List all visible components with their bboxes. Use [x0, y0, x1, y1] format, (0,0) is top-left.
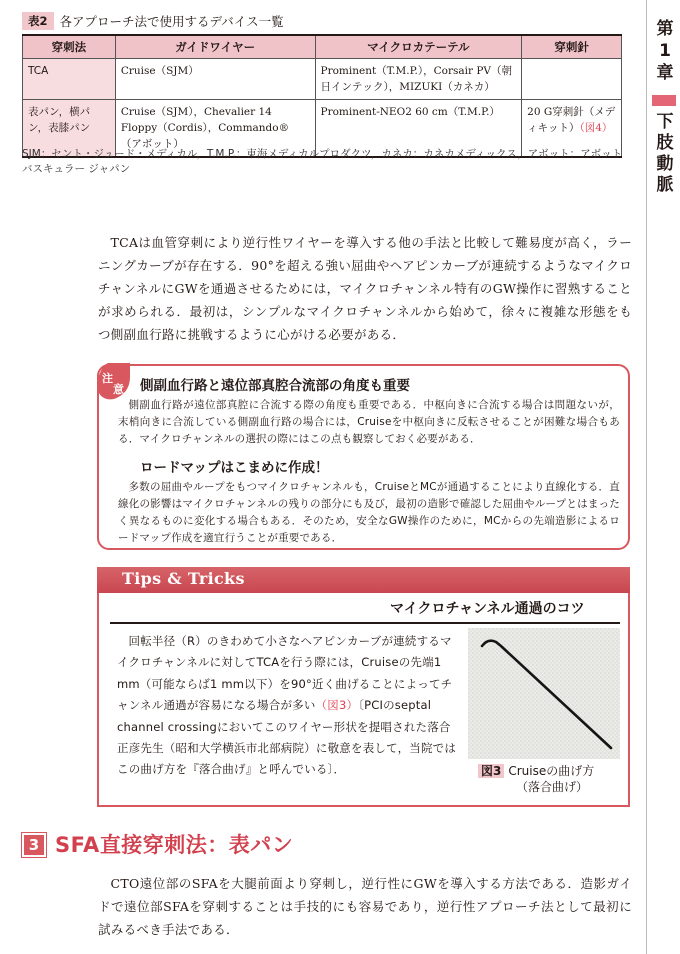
caution-badge-char1: 注	[102, 372, 113, 385]
figure-3-photo	[468, 628, 620, 759]
figure-3-caption-line2: （落合曲げ）	[516, 780, 589, 794]
section-number: 3	[22, 833, 46, 857]
cell-catheter: Prominent（T.M.P.），Corsair PV（朝日インテック），MIZUKI（カネカ）	[315, 58, 522, 99]
chapter-color-bar	[652, 95, 676, 106]
caution-badge-char2: 意	[113, 383, 124, 396]
chapter-divider	[646, 0, 647, 954]
chapter-tab	[646, 0, 680, 954]
tips-title-underline	[110, 622, 620, 624]
caution-text-2: 多数の屈曲やループをもつマイクロチャンネルも，CruiseとMCが通過することにより直線化する．直線化の影響はマイクロチャンネルの残りの部分にも及び，最初の造影で確認した屈曲やループとはまったく異なるものに変化する場合もある．そのため，安全なGW操作のために，MCからの先端造影によるロードマップ作成を適宜行うことが重要である．	[118, 481, 620, 544]
table-header-row	[23, 35, 622, 58]
header-catheter: マイクロカテーテル	[315, 35, 522, 58]
section-title: SFA直接穿刺法：表パン	[55, 833, 294, 857]
cell-catheter: Prominent-NEO2 60 cm（T.M.P.）	[315, 99, 522, 157]
figure-3-number: 図3	[478, 764, 504, 778]
tips-text	[117, 631, 459, 781]
caution-heading-2: ロードマップはこまめに作成！	[140, 460, 329, 476]
chapter-number: 第1章	[656, 19, 674, 83]
device-table	[22, 34, 622, 158]
caution-text-1: 側副血行路が遠位部真腔に合流する際の角度も重要である．中枢向きに合流する場合は問題ないが，末梢向きに合流している側副血行路の場合には，Cruiseを中枢向きに反転させることが困難な場合もある．マイクロチャンネルの選択の際にはこの点も観察しておく必要がある．	[118, 399, 620, 445]
tca-paragraph: TCAは血管穿刺により逆行性ワイヤーを導入する他の手法と比較して難易度が高く，ラーニングカーブが存在する．90°を超える強い屈曲やヘアピンカーブが連続するようなマイクロチャンネルにGWを通過させるためには，マイクロチャンネル特有のGW操作に習熟することが求められる．最初は，シンプルなマイクロチャンネルから始めて，徐々に複雑な形態をもつ側副血行路に挑戦するように心がける必要がある．	[98, 235, 632, 342]
cell-guidewire: Cruise（SJM），Chevalier 14 Floppy（Cordis），Commando®（アボット）	[115, 99, 315, 157]
tips-header-label: Tips & Tricks	[122, 569, 245, 588]
figure-3-caption	[478, 763, 618, 795]
table-row	[23, 58, 622, 99]
caution-badge	[96, 363, 130, 401]
figure-3-link[interactable]: （図3）	[315, 698, 359, 713]
header-method: 穿刺法	[23, 35, 116, 58]
figure-3-caption-line1: Cruiseの曲げ方	[508, 764, 595, 778]
tips-title: マイクロチャンネル通過のコツ	[390, 601, 585, 617]
caution-icon	[96, 363, 130, 401]
cell-needle	[522, 58, 622, 99]
caution-heading-1: 側副血行路と遠位部真腔合流部の角度も重要	[140, 378, 410, 394]
table-label: 表2	[22, 12, 54, 30]
table-footnote: SJM：セント・ジュード・メディカル，T.M.P.：東海メディカルプロダクツ，カネカ：カネカメディックス，アボット：アボットバスキュラー ジャパン	[22, 148, 623, 175]
figure-4-link[interactable]: （図4）	[579, 121, 613, 134]
tips-text-part1: 回転半径（R）のきわめて小さなヘアピンカーブが連続するマイクロチャンネルに対してTCAを行う際には，Cruiseの先端1 mm（可能ならば1 mm以下）を90°近く曲げることによってチャンネル通過が容易になる場合が多い	[117, 634, 453, 713]
cell-method: 表パン，横パン，表膝パン	[23, 99, 116, 157]
sfa-paragraph: CTO遠位部のSFAを大腿前面より穿刺し，逆行性にGWを導入する方法である．造影ガイドで遠位部SFAを穿刺することは手技的にも容易であり，逆行性アプローチ法として最初に試みるべき手法である．	[98, 876, 632, 937]
header-guidewire: ガイドワイヤー	[115, 35, 315, 58]
cell-method: TCA	[23, 58, 116, 99]
header-needle: 穿刺針	[522, 35, 622, 58]
table-title: 各アプローチ法で使用するデバイス一覧	[59, 14, 284, 29]
chapter-section-name: 下肢動脈	[656, 112, 674, 195]
needle-text: 20 G穿刺針（メディキット）	[527, 105, 616, 134]
cell-guidewire: Cruise（SJM）	[115, 58, 315, 99]
bent-guidewire-image	[468, 628, 620, 759]
table-caption	[22, 12, 284, 30]
tips-text-part2: 〔PCIのseptal channel crossingにおいてこのワイヤー形状を提唱された落合正彦先生（昭和大学横浜市北部病院）に敬意を表して，当院ではこの曲げ方を『落合曲げ』と呼んでいる〕．	[117, 698, 457, 777]
